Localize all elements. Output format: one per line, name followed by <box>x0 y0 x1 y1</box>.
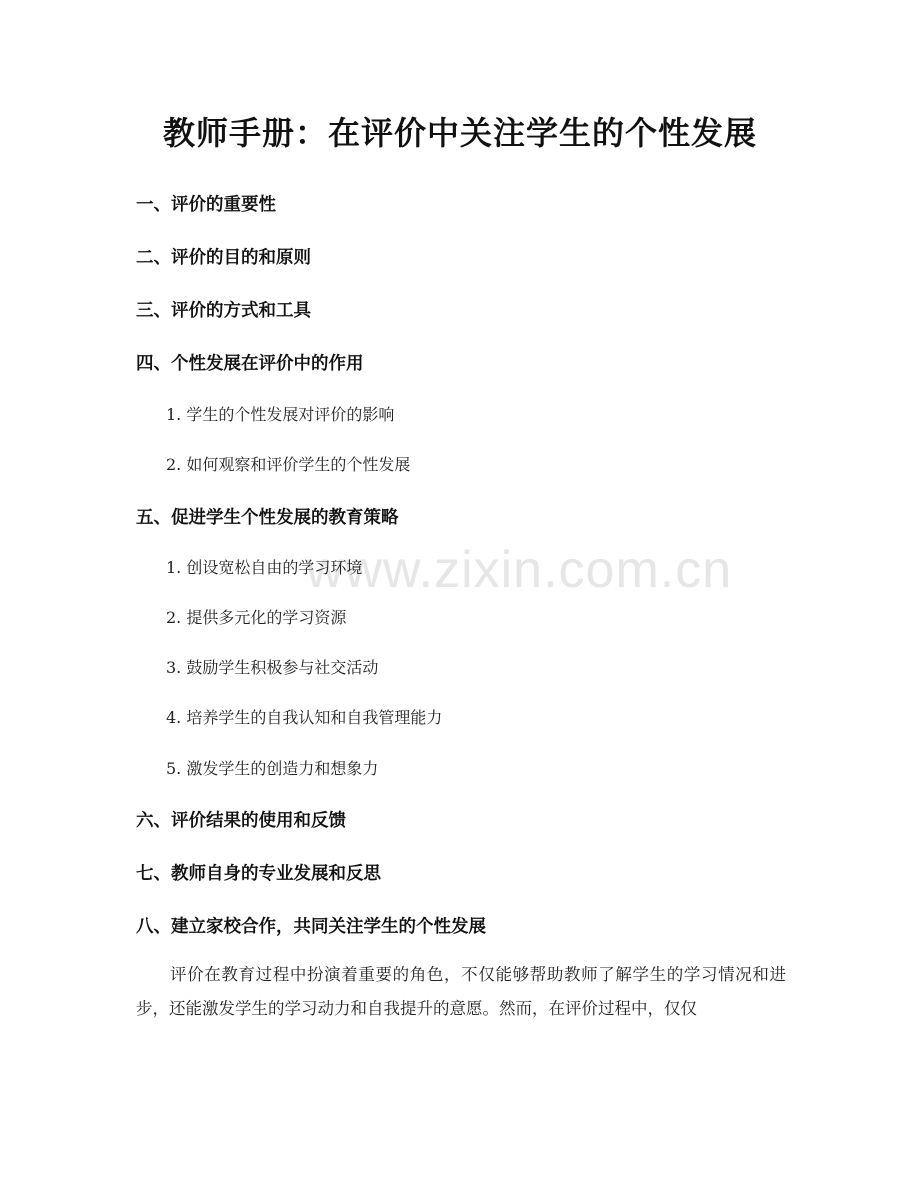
page-title: 教师手册：在评价中关注学生的个性发展 <box>162 114 757 152</box>
list-item: 3. 鼓励学生积极参与社交活动 <box>166 658 379 677</box>
section-heading-4: 四、个性发展在评价中的作用 <box>136 354 364 374</box>
list-item: 2. 如何观察和评价学生的个性发展 <box>166 455 411 474</box>
list-item: 1. 学生的个性发展对评价的影响 <box>166 405 395 424</box>
section-heading-1: 一、评价的重要性 <box>136 195 276 215</box>
body-paragraph: 评价在教育过程中扮演着重要的角色，不仅能够帮助教师了解学生的学习情况和进步，还能激发学生的学习动力和自我提升的意愿。然而，在评价过程中，仅仅 <box>136 965 786 1018</box>
section-heading-6: 六、评价结果的使用和反馈 <box>136 811 346 831</box>
section-heading-5: 五、促进学生个性发展的教育策略 <box>136 508 399 528</box>
section-heading-8: 八、建立家校合作，共同关注学生的个性发展 <box>136 917 486 937</box>
list-item: 2. 提供多元化的学习资源 <box>166 608 347 627</box>
watermark: www.zixin.com.cn <box>305 541 733 599</box>
list-item: 5. 激发学生的创造力和想象力 <box>166 759 379 778</box>
section-heading-2: 二、评价的目的和原则 <box>136 248 311 268</box>
list-item: 1. 创设宽松自由的学习环境 <box>166 558 363 577</box>
section-heading-7: 七、教师自身的专业发展和反思 <box>136 864 381 884</box>
list-item: 4. 培养学生的自我认知和自我管理能力 <box>166 708 443 727</box>
section-heading-3: 三、评价的方式和工具 <box>136 301 311 321</box>
